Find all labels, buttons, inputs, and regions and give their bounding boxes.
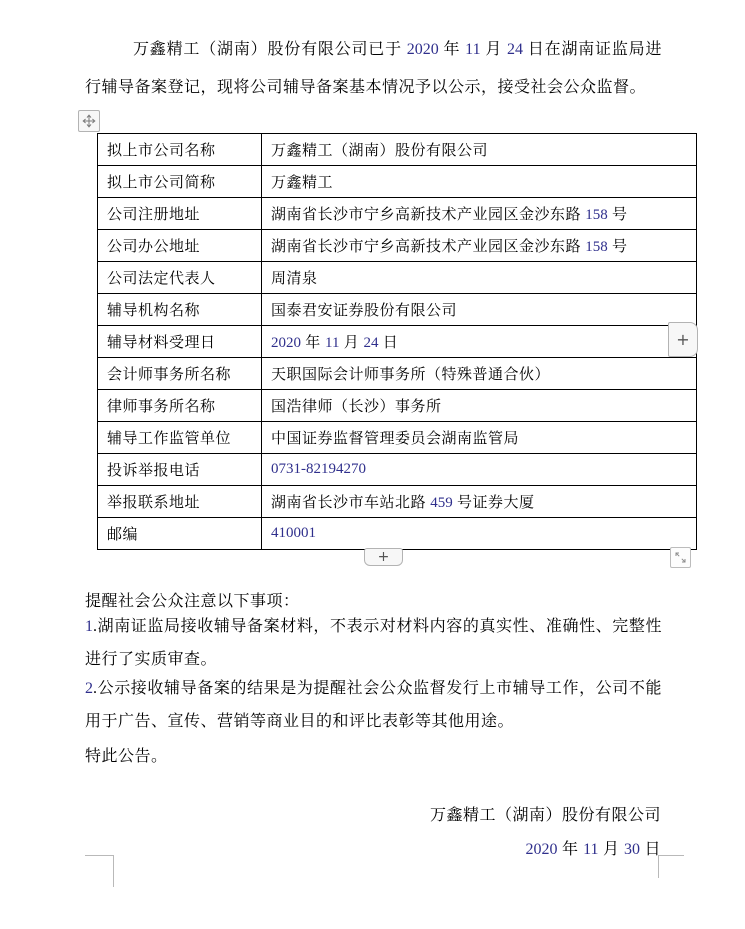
table-row [98, 422, 697, 454]
margin-mark-bottom-right [658, 855, 684, 878]
table-row [98, 486, 697, 518]
row-value-cell[interactable]: 2020 年 11 月 24 日 [262, 326, 697, 358]
notice-item-2: 2.公示接收辅导备案的结果是为提醒社会公众监督发行上市辅导工作，公司不能用于广告、宣传、营销等商业目的和评比表彰等其他用途。 [85, 680, 662, 730]
table-row [98, 326, 697, 358]
plus-icon: + [676, 330, 690, 349]
row-value-cell[interactable]: 万鑫精工 [262, 166, 697, 198]
row-label-cell: 公司法定代表人 [98, 262, 262, 294]
intro-paragraph: 万鑫精工（湖南）股份有限公司已于 2020 年 11 月 24 日在湖南证监局进行辅导备案登记，现将公司辅导备案基本情况予以公示，接受社会公众监督。 [85, 41, 662, 96]
signature-company: 万鑫精工（湖南）股份有限公司 [429, 807, 661, 824]
table-row [98, 230, 697, 262]
row-value-cell[interactable]: 湖南省长沙市车站北路 459 号证券大厦 [262, 486, 697, 518]
row-label-cell: 投诉举报电话 [98, 454, 262, 486]
table-row [98, 166, 697, 198]
row-value-cell[interactable]: 万鑫精工（湖南）股份有限公司 [262, 134, 697, 166]
table-row [98, 198, 697, 230]
row-value-cell[interactable]: 国泰君安证券股份有限公司 [262, 294, 697, 326]
notice-heading: 提醒社会公众注意以下事项： [85, 593, 300, 610]
row-label-cell: 拟上市公司名称 [98, 134, 262, 166]
row-value-cell[interactable]: 410001 [262, 518, 697, 550]
table-row [98, 518, 697, 550]
row-label-cell: 辅导机构名称 [98, 294, 262, 326]
resize-arrows-icon [673, 550, 688, 565]
row-value-cell[interactable]: 0731-82194270 [262, 454, 697, 486]
insert-row-right-button[interactable] [668, 322, 698, 357]
row-label-cell: 邮编 [98, 518, 262, 550]
table-move-handle[interactable] [78, 110, 100, 132]
row-value-cell[interactable]: 国浩律师（长沙）事务所 [262, 390, 697, 422]
row-label-cell: 辅导材料受理日 [98, 326, 262, 358]
row-value-cell[interactable]: 湖南省长沙市宁乡高新技术产业园区金沙东路 158 号 [262, 230, 697, 262]
row-label-cell: 拟上市公司简称 [98, 166, 262, 198]
notice-item-1: 1.湖南证监局接收辅导备案材料，不表示对材料内容的真实性、准确性、完整性进行了实质审查。 [85, 618, 662, 668]
row-value-cell[interactable]: 周清泉 [262, 262, 697, 294]
row-value-cell[interactable]: 中国证券监督管理委员会湖南监管局 [262, 422, 697, 454]
row-value-cell[interactable]: 天职国际会计师事务所（特殊普通合伙） [262, 358, 697, 390]
signature-date: 2020 年 11 月 30 日 [525, 841, 661, 858]
row-value-cell[interactable]: 湖南省长沙市宁乡高新技术产业园区金沙东路 158 号 [262, 198, 697, 230]
table-row [98, 454, 697, 486]
insert-row-bottom-button[interactable] [364, 548, 403, 566]
row-label-cell: 举报联系地址 [98, 486, 262, 518]
table-resize-handle[interactable] [670, 547, 691, 568]
table-row [98, 262, 697, 294]
table-row [98, 294, 697, 326]
row-label-cell: 辅导工作监管单位 [98, 422, 262, 454]
table-row [98, 358, 697, 390]
plus-icon: + [377, 549, 390, 565]
row-label-cell: 公司办公地址 [98, 230, 262, 262]
margin-mark-bottom-left [85, 855, 114, 887]
closing-line: 特此公告。 [85, 748, 168, 765]
move-icon [82, 114, 96, 128]
info-table-body [98, 134, 697, 550]
table-row [98, 390, 697, 422]
row-label-cell: 公司注册地址 [98, 198, 262, 230]
info-table [97, 133, 697, 550]
row-label-cell: 律师事务所名称 [98, 390, 262, 422]
table-row [98, 134, 697, 166]
row-label-cell: 会计师事务所名称 [98, 358, 262, 390]
